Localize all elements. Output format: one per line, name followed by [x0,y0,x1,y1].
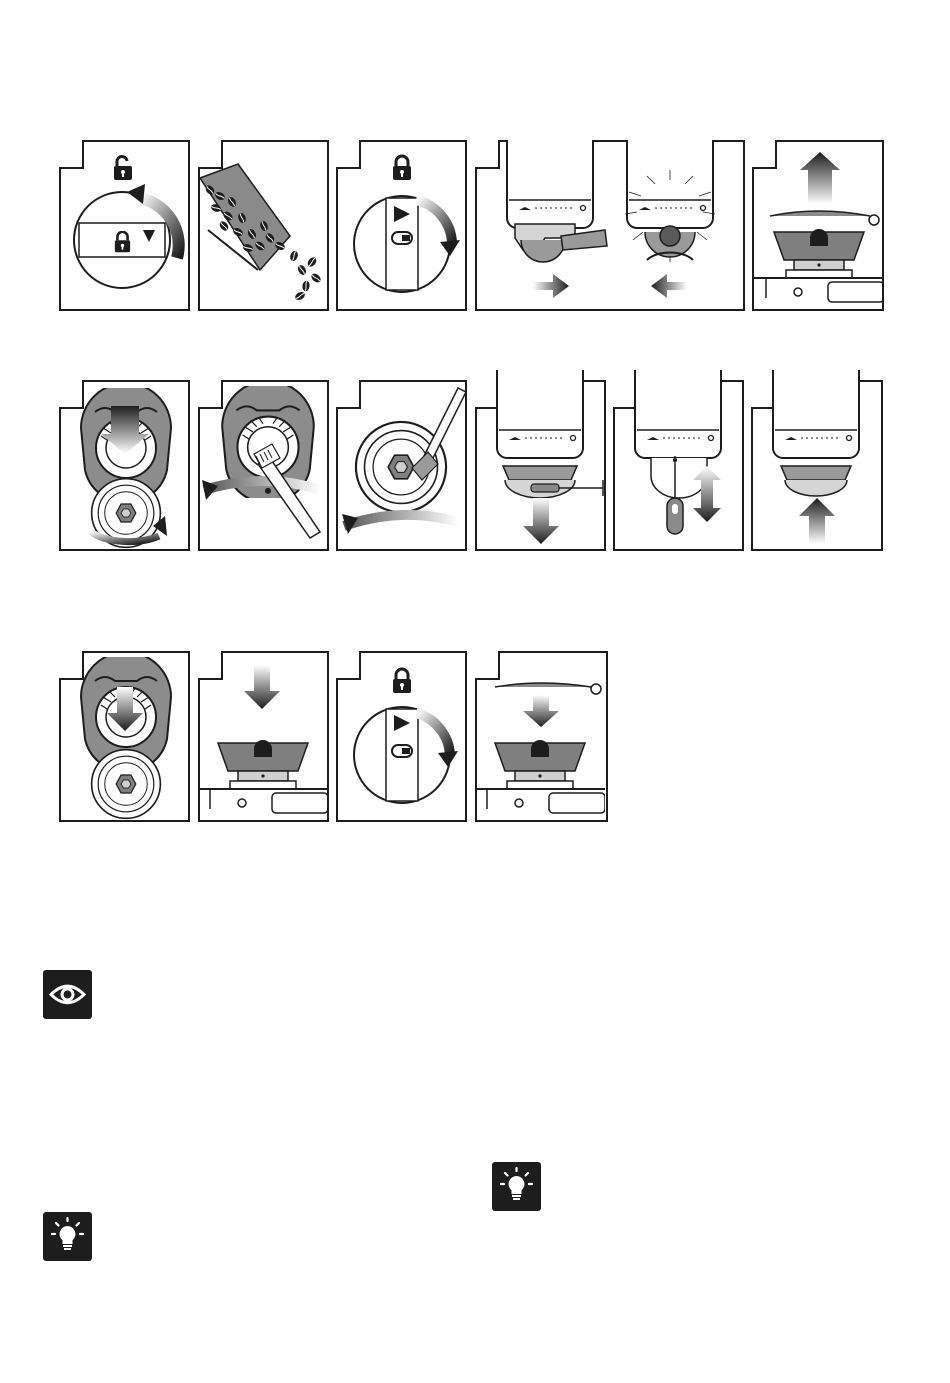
fig-refit-chute [751,380,883,551]
fig-clean-upper-burr [198,380,329,551]
fig-remove-upper-burr [59,380,190,551]
fig-fill-beans [198,140,329,311]
lightbulb-icon [43,1212,92,1261]
eye-icon [43,970,92,1019]
fig-grind-dose [475,140,745,311]
fig-lock-hopper-dial [336,651,467,822]
fig-remove-grounds-chute [475,380,606,551]
fig-clean-lower-burr [336,380,467,551]
fig-refit-upper-burr [59,651,190,822]
fig-remove-hopper-lid [752,140,884,311]
fig-lock-dial [336,140,467,311]
fig-clean-chute [613,380,744,551]
fig-unlock-dial [59,140,190,311]
fig-refit-lid [475,651,608,822]
fig-refit-hopper [198,651,329,822]
lightbulb-icon [492,1162,541,1211]
